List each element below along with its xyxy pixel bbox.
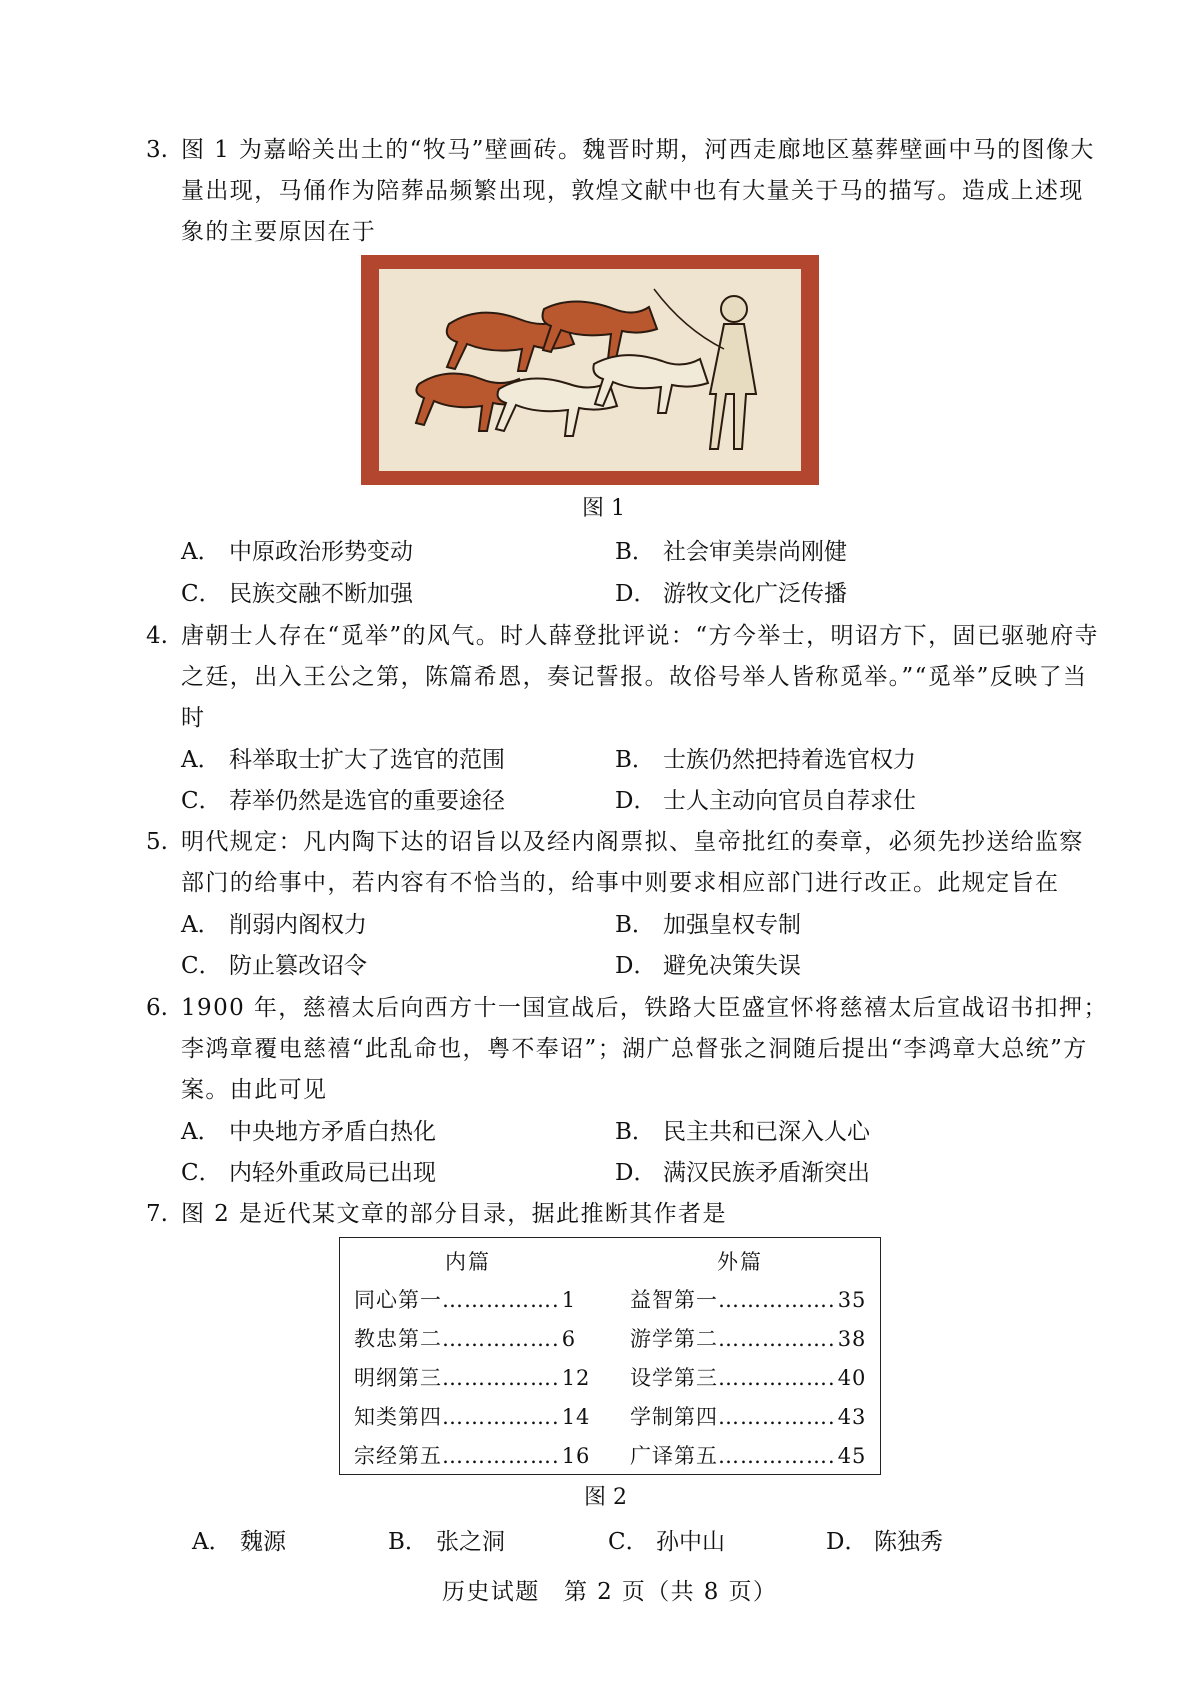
answer-option[interactable] bbox=[181, 910, 367, 940]
option-text: 科举取士扩大了选官的范围 bbox=[229, 747, 505, 773]
option-text: 满汉民族矛盾渐突出 bbox=[663, 1160, 870, 1186]
toc-entry-title: 学制第四 bbox=[630, 1405, 718, 1429]
question-number: 4. bbox=[146, 623, 168, 649]
question-number: 6. bbox=[146, 995, 168, 1021]
toc-page-number: 14 bbox=[561, 1405, 591, 1429]
mural-brick-image bbox=[361, 255, 819, 485]
toc-page-number: 40 bbox=[837, 1366, 867, 1390]
option-text: 张之洞 bbox=[436, 1529, 505, 1555]
question-text-line: 图 2 是近代某文章的部分目录，据此推断其作者是 bbox=[181, 1201, 727, 1227]
option-key: A． bbox=[181, 747, 221, 773]
question-text-line: 象的主要原因在于 bbox=[181, 219, 377, 245]
toc-entry bbox=[354, 1323, 576, 1353]
question-text-line: 明代规定：凡内陶下达的诏旨以及经内阁票拟、皇帝批红的奏章，必须先抄送给监察 bbox=[181, 829, 1084, 855]
toc-entry-title: 同心第一 bbox=[354, 1288, 442, 1312]
option-key: A． bbox=[181, 1119, 221, 1145]
toc-entry-title: 益智第一 bbox=[630, 1288, 718, 1312]
option-text: 魏源 bbox=[240, 1529, 286, 1555]
answer-option[interactable] bbox=[181, 745, 505, 775]
option-key: A． bbox=[181, 539, 221, 565]
toc-page-number: 1 bbox=[561, 1288, 577, 1312]
toc-leader-dots: ……………. bbox=[718, 1327, 836, 1351]
option-key: C． bbox=[181, 581, 222, 607]
option-key: D． bbox=[615, 953, 657, 979]
question-number: 3. bbox=[146, 137, 168, 163]
option-key: A． bbox=[181, 912, 221, 938]
question-text-line: 唐朝士人存在“觅举”的风气。时人薛登批评说：“方今举士，明诏方下，固已驱驰府寺 bbox=[181, 623, 1099, 649]
toc-page-number: 35 bbox=[837, 1288, 867, 1312]
toc-page-number: 43 bbox=[837, 1405, 867, 1429]
option-text: 中原政治形势变动 bbox=[229, 539, 413, 565]
figure-caption: 图 2 bbox=[584, 1485, 627, 1510]
option-text: 民主共和已深入人心 bbox=[663, 1119, 870, 1145]
answer-option[interactable] bbox=[181, 951, 367, 981]
toc-leader-dots: ……………. bbox=[718, 1288, 836, 1312]
toc-entry bbox=[354, 1401, 590, 1431]
question-text-line: 时 bbox=[181, 705, 206, 731]
toc-entry bbox=[354, 1362, 590, 1392]
option-text: 内轻外重政局已出现 bbox=[229, 1160, 436, 1186]
answer-option[interactable] bbox=[615, 537, 847, 567]
toc-entry bbox=[354, 1284, 576, 1314]
toc-page-number: 38 bbox=[837, 1327, 867, 1351]
option-key: D． bbox=[615, 1160, 657, 1186]
question-text-line: 之廷，出入王公之第，陈篇希恩，奏记誓报。故俗号举人皆称觅举。”“觅举”反映了当 bbox=[181, 664, 1088, 690]
option-key: B． bbox=[615, 912, 655, 938]
question-text-line: 李鸿章覆电慈禧“此乱命也，粤不奉诏”；湖广总督张之洞随后提出“李鸿章大总统”方 bbox=[181, 1036, 1088, 1062]
toc-page-number: 16 bbox=[561, 1444, 591, 1468]
question-number: 7. bbox=[146, 1201, 168, 1227]
toc-entry-title: 宗经第五 bbox=[354, 1444, 442, 1468]
option-text: 孙中山 bbox=[656, 1529, 725, 1555]
option-key: B． bbox=[615, 1119, 655, 1145]
option-key: C． bbox=[181, 788, 222, 814]
toc-leader-dots: ……………. bbox=[718, 1366, 836, 1390]
toc-leader-dots: ……………. bbox=[442, 1405, 560, 1429]
answer-option[interactable] bbox=[181, 579, 413, 609]
answer-option[interactable] bbox=[181, 1158, 436, 1188]
option-text: 游牧文化广泛传播 bbox=[663, 581, 847, 607]
option-key: D． bbox=[615, 788, 657, 814]
option-key: B． bbox=[388, 1529, 428, 1555]
toc-entry-title: 游学第二 bbox=[630, 1327, 718, 1351]
question-text-line: 部门的给事中，若内容有不恰当的，给事中则要求相应部门进行改正。此规定旨在 bbox=[181, 870, 1060, 896]
toc-page-number: 6 bbox=[561, 1327, 577, 1351]
answer-option[interactable] bbox=[608, 1527, 725, 1557]
table-of-contents bbox=[339, 1237, 881, 1475]
option-key: B． bbox=[615, 747, 655, 773]
toc-entry-title: 设学第三 bbox=[630, 1366, 718, 1390]
figure-caption: 图 1 bbox=[582, 496, 625, 521]
answer-option[interactable] bbox=[615, 951, 801, 981]
option-text: 士人主动向官员自荐求仕 bbox=[663, 788, 916, 814]
question-number: 5. bbox=[146, 829, 168, 855]
toc-entry-title: 明纲第三 bbox=[354, 1366, 442, 1390]
option-key: B． bbox=[615, 539, 655, 565]
toc-page-number: 45 bbox=[837, 1444, 867, 1468]
answer-option[interactable] bbox=[388, 1527, 505, 1557]
toc-inner-heading: 内篇 bbox=[445, 1250, 491, 1274]
option-text: 加强皇权专制 bbox=[663, 912, 801, 938]
answer-option[interactable] bbox=[615, 910, 801, 940]
toc-outer-heading: 外篇 bbox=[717, 1250, 763, 1274]
answer-option[interactable] bbox=[615, 579, 847, 609]
toc-entry-title: 广译第五 bbox=[630, 1444, 718, 1468]
question-text-line: 1900 年，慈禧太后向西方十一国宣战后，铁路大臣盛宣怀将慈禧太后宣战诏书扣押； bbox=[181, 995, 1108, 1021]
answer-option[interactable] bbox=[826, 1527, 943, 1557]
answer-option[interactable] bbox=[181, 786, 505, 816]
question-text-line: 量出现，马俑作为陪葬品频繁出现，敦煌文献中也有大量关于马的描写。造成上述现 bbox=[181, 178, 1084, 204]
option-key: C． bbox=[181, 953, 222, 979]
answer-option[interactable] bbox=[615, 786, 916, 816]
option-text: 民族交融不断加强 bbox=[229, 581, 413, 607]
answer-option[interactable] bbox=[615, 1117, 870, 1147]
toc-entry-title: 知类第四 bbox=[354, 1405, 442, 1429]
option-text: 社会审美崇尚刚健 bbox=[663, 539, 847, 565]
toc-entry bbox=[630, 1401, 866, 1431]
option-text: 避免决策失误 bbox=[663, 953, 801, 979]
toc-entry bbox=[630, 1284, 866, 1314]
toc-leader-dots: ……………. bbox=[718, 1405, 836, 1429]
page-footer: 历史试题 第 2 页（共 8 页） bbox=[442, 1579, 778, 1605]
toc-leader-dots: ……………. bbox=[442, 1288, 560, 1312]
answer-option[interactable] bbox=[615, 745, 916, 775]
toc-entry bbox=[354, 1440, 590, 1470]
option-key: C． bbox=[181, 1160, 222, 1186]
option-text: 削弱内阁权力 bbox=[229, 912, 367, 938]
horse-herding-mural bbox=[379, 269, 801, 471]
answer-option[interactable] bbox=[181, 1117, 436, 1147]
answer-option[interactable] bbox=[192, 1527, 286, 1557]
toc-page-number: 12 bbox=[561, 1366, 591, 1390]
answer-option[interactable] bbox=[615, 1158, 870, 1188]
option-text: 防止篡改诏令 bbox=[229, 953, 367, 979]
option-text: 陈独秀 bbox=[874, 1529, 943, 1555]
toc-leader-dots: ……………. bbox=[442, 1444, 560, 1468]
option-text: 中央地方矛盾白热化 bbox=[229, 1119, 436, 1145]
question-text-line: 图 1 为嘉峪关出土的“牧马”壁画砖。魏晋时期，河西走廊地区墓葬壁画中马的图像大 bbox=[181, 137, 1095, 163]
option-key: D． bbox=[826, 1529, 868, 1555]
option-text: 士族仍然把持着选官权力 bbox=[663, 747, 916, 773]
option-key: D． bbox=[615, 581, 657, 607]
option-key: A． bbox=[192, 1529, 232, 1555]
option-text: 荐举仍然是选官的重要途径 bbox=[229, 788, 505, 814]
option-key: C． bbox=[608, 1529, 649, 1555]
toc-leader-dots: ……………. bbox=[442, 1366, 560, 1390]
toc-entry bbox=[630, 1440, 866, 1470]
question-text-line: 案。由此可见 bbox=[181, 1077, 328, 1103]
toc-leader-dots: ……………. bbox=[442, 1327, 560, 1351]
toc-entry bbox=[630, 1362, 866, 1392]
toc-leader-dots: ……………. bbox=[718, 1444, 836, 1468]
toc-entry bbox=[630, 1323, 866, 1353]
toc-entry-title: 教忠第二 bbox=[354, 1327, 442, 1351]
answer-option[interactable] bbox=[181, 537, 413, 567]
